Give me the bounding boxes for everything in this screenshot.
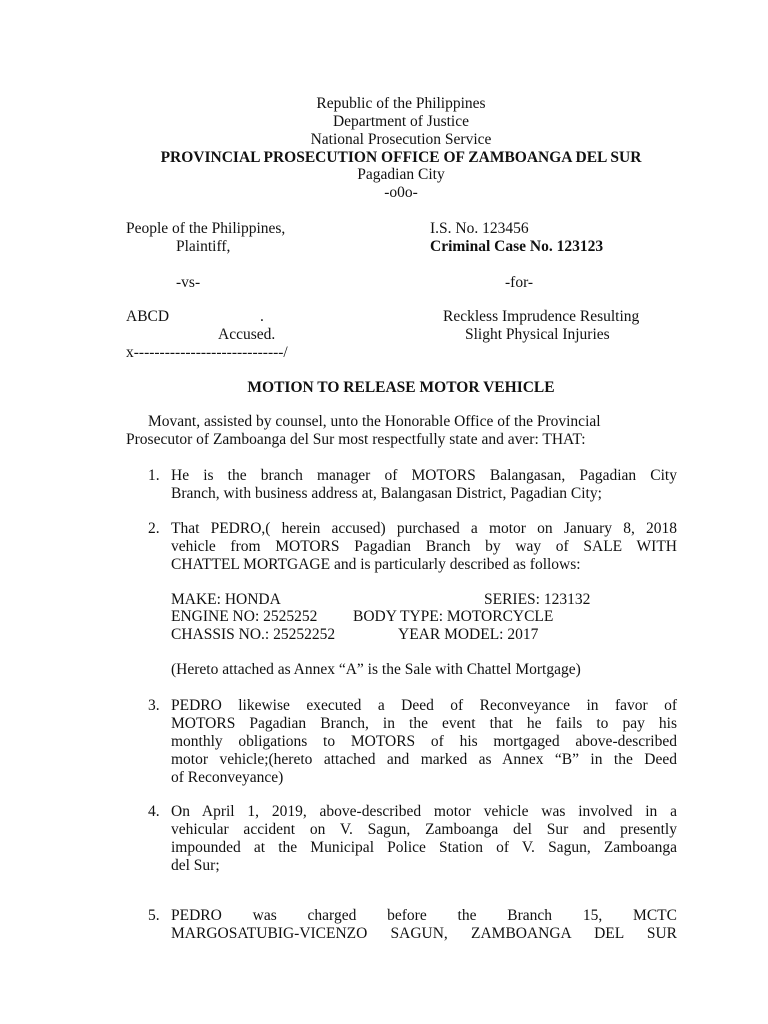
item-number: 3. — [148, 697, 160, 714]
intro-line-2: Prosecutor of Zamboanga del Sur most respectfully state and aver: THAT: — [126, 431, 586, 448]
item-line: MARGOSATUBIG-VICENZO SAGUN, ZAMBOANGA DEL SUR — [171, 925, 677, 942]
item-number: 4. — [148, 803, 160, 820]
item-line: MOTORS Pagadian Branch, in the event that he fails to pay his — [171, 715, 677, 732]
item-line: On April 1, 2019, above-described motor vehicle was involved in a — [171, 803, 677, 820]
header-service: National Prosecution Service — [310, 131, 492, 148]
offense-line-2: Slight Physical Injuries — [465, 326, 610, 343]
item-line: PEDRO likewise executed a Deed of Reconveyance in favor of — [171, 697, 677, 714]
item-line: del Sur; — [171, 857, 220, 874]
for-label: -for- — [505, 274, 534, 291]
item-number: 2. — [148, 520, 160, 537]
vehicle-body-type: BODY TYPE: MOTORCYCLE — [353, 608, 554, 625]
criminal-case-number: Criminal Case No. 123123 — [430, 238, 604, 255]
item-line: monthly obligations to MOTORS of his mortgaged above-described — [171, 733, 677, 750]
intro-line-1: Movant, assisted by counsel, unto the Honorable Office of the Provincial — [148, 413, 601, 430]
accused-name: ABCD — [126, 308, 170, 325]
item-line: CHATTEL MORTGAGE and is particularly described as follows: — [171, 556, 581, 573]
item-number: 5. — [148, 907, 160, 924]
item-line: He is the branch manager of MOTORS Balangasan, Pagadian City — [171, 467, 677, 484]
vehicle-engine: ENGINE NO: 2525252 — [171, 608, 318, 625]
vehicle-year-model: YEAR MODEL: 2017 — [398, 626, 539, 643]
item-number: 1. — [148, 467, 160, 484]
header-city: Pagadian City — [357, 166, 445, 183]
item-line: of Reconveyance) — [171, 769, 284, 786]
header-divider: -o0o- — [384, 184, 418, 201]
is-number: I.S. No. 123456 — [430, 220, 529, 237]
header-department: Department of Justice — [332, 113, 469, 130]
item-line: That PEDRO,( herein accused) purchased a motor on January 8, 2018 — [171, 520, 677, 537]
plaintiff-name: People of the Philippines, — [126, 220, 286, 237]
header-office: PROVINCIAL PROSECUTION OFFICE OF ZAMBOANGA DEL SUR — [160, 149, 642, 166]
item-line: motor vehicle;(hereto attached and marked as Annex “B” in the Deed — [171, 751, 677, 768]
header-republic: Republic of the Philippines — [316, 95, 486, 112]
item-line: Branch, with business address at, Balangasan District, Pagadian City; — [171, 485, 602, 502]
caption-closing-rule: x-----------------------------/ — [126, 344, 288, 361]
motion-title: MOTION TO RELEASE MOTOR VEHICLE — [247, 379, 555, 396]
plaintiff-role: Plaintiff, — [176, 238, 231, 255]
annex-a-note: (Hereto attached as Annex “A” is the Sale with Chattel Mortgage) — [171, 661, 581, 678]
item-line: impounded at the Municipal Police Station of V. Sagun, Zamboanga — [171, 839, 677, 856]
vehicle-make: MAKE: HONDA — [171, 591, 281, 608]
vehicle-series: SERIES: 123132 — [484, 591, 591, 608]
vehicle-chassis: CHASSIS NO.: 25252252 — [171, 626, 336, 643]
accused-role: Accused. — [218, 326, 276, 343]
item-line: vehicular accident on V. Sagun, Zamboanga del Sur and presently — [171, 821, 677, 838]
versus-label: -vs- — [176, 274, 201, 291]
offense-line-1: Reckless Imprudence Resulting — [443, 308, 640, 325]
item-line: PEDRO was charged before the Branch 15, MCTC — [171, 907, 677, 924]
item-line: vehicle from MOTORS Pagadian Branch by way of SALE WITH — [171, 538, 677, 555]
accused-dot: . — [260, 308, 264, 325]
